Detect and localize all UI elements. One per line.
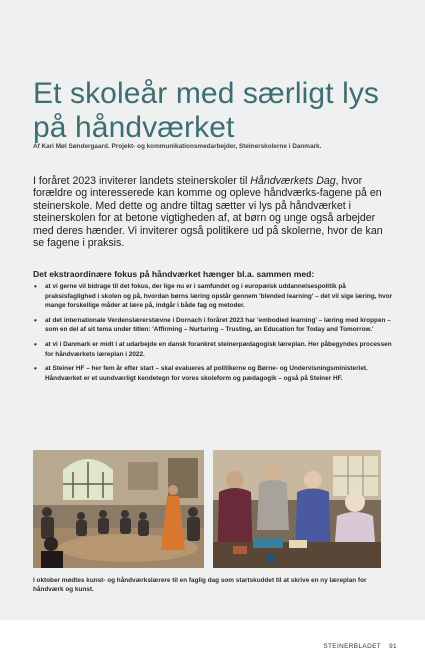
page-number: 91 (389, 643, 397, 650)
article-byline: Af Kari Møl Søndergaard. Projekt- og kommunikationsmedarbejder, Steinerskolerne i Danmark. (33, 143, 322, 150)
lead-text-emphasis: Håndværkets Dag (250, 175, 336, 187)
publication-name: STEINERBLADET (323, 643, 382, 650)
page-footer (323, 643, 397, 650)
bullet-list (33, 282, 395, 388)
bullet-text: at det internationale Verdenslærerstævne i Dornach i foråret 2023 har 'embodied learning' – læring med kroppen – som en del af sit tema under titlen: 'Affirming – Nurturing – Trusting, an Education for Today and Tomorrow.' (45, 316, 391, 334)
photo-caption: I oktober mødtes kunst- og håndværkslærere til en faglig dag som startskuddet til at skrive en ny læreplan for håndværk og kunst. (33, 577, 367, 594)
bullet-dot-icon: • (34, 315, 37, 325)
photo-classroom-illustration (33, 450, 204, 568)
photo-classroom (33, 450, 204, 568)
lead-text-part2: , hvor forældre og interesserede kan komme og opleve håndværks-fagene på en steinerskole. Med dette og andre tiltag sætter vi lys på håndværket i steinerskolen for at betone vigtigheden af, at børn og unge også arbejder med deres hænder. Vi inviterer også politikere ud på skolerne, hvor de kan se fagene i praksis. (33, 175, 383, 250)
bullet-text: at vi i Danmark er midt i at udarbejde en dansk forankret steinerpædagogisk læreplan. Her påbegyndes processen for håndværkets læreplan i 2022. (45, 340, 392, 358)
bullet-item (33, 340, 395, 359)
bullet-dot-icon: • (34, 282, 37, 291)
bullet-dot-icon: • (34, 339, 37, 349)
bullet-item (33, 282, 395, 311)
lead-text-part1: I foråret 2023 inviterer landets steinerskoler til (33, 175, 251, 187)
bullet-item (33, 316, 395, 335)
bullet-text: at Steiner HF – her fem år efter start – skal evalueres af politikerne og Børne- og Undervisningsministeriet. Håndværket er et uundværligt kendetegn for vores skoleform og pædagogik – også på Steiner HF. (45, 365, 368, 382)
bullet-item (33, 364, 395, 383)
bullet-list-heading: Det ekstraordinære fokus på håndværket hænger bl.a. sammen med: (33, 269, 315, 279)
photo-workshop (213, 450, 381, 568)
article-title: Et skoleår med særligt lys på håndværket (33, 77, 380, 145)
article-lead (33, 175, 395, 249)
bullet-dot-icon: • (34, 364, 37, 374)
photo-workshop-illustration (213, 450, 381, 568)
bullet-text: at vi gerne vil bidrage til det fokus, der lige nu er i samfundet og i europæisk uddannelsespolitik på praksisfaglighed i skolen og på, hvordan børns læring opstår gennem 'blended learning' – det vil sige læring, hvor mange forskellige måder at lære på, indgår i både fag og metoder. (45, 283, 393, 310)
